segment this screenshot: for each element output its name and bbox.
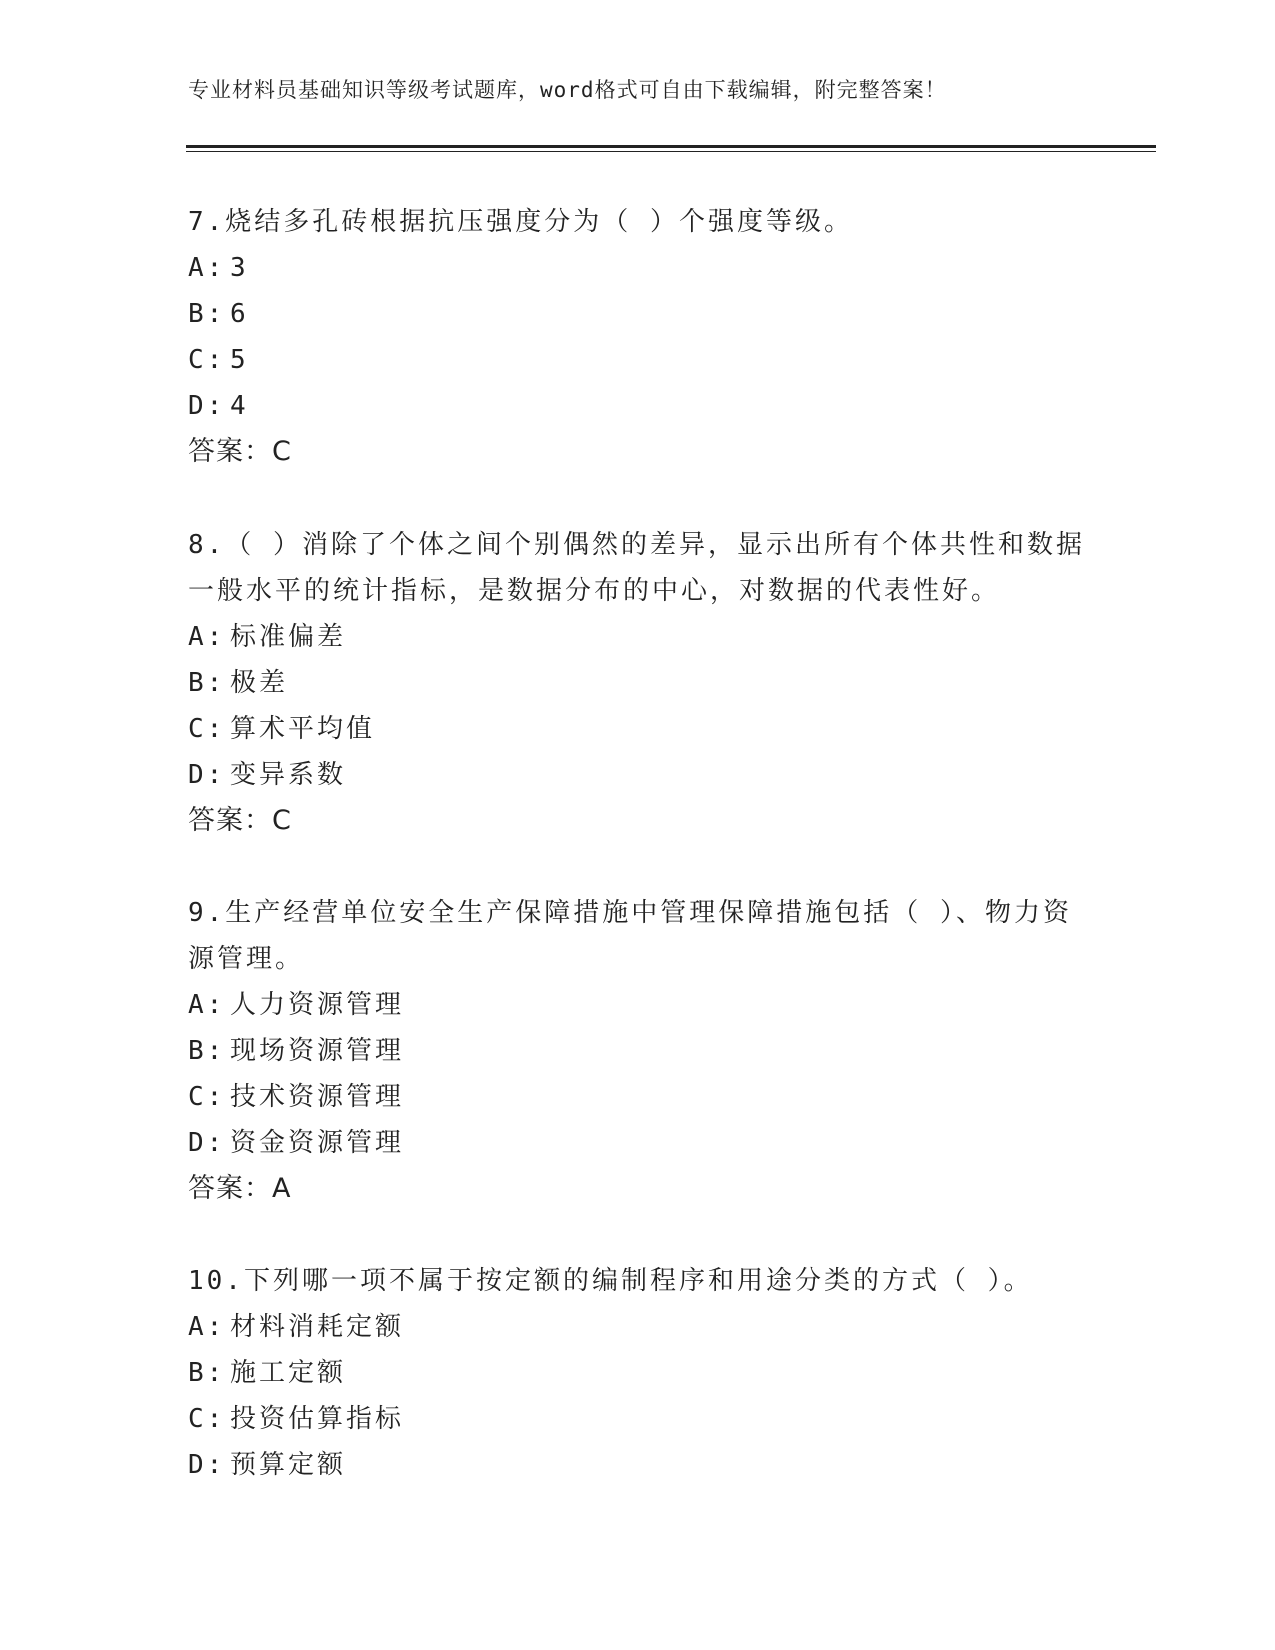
option-key: C: (188, 1082, 226, 1112)
option-key: A: (188, 253, 226, 283)
option-text: 6 (230, 299, 249, 329)
option-b (188, 660, 1088, 706)
option-text: 现场资源管理 (230, 1036, 405, 1066)
option-c (188, 337, 1088, 383)
option-key: D: (188, 391, 226, 421)
option-a (188, 1304, 1088, 1350)
option-text: 资金资源管理 (230, 1128, 405, 1158)
option-text: 标准偏差 (230, 622, 347, 652)
question-10 (188, 1258, 1088, 1488)
option-text: 人力资源管理 (230, 990, 405, 1020)
option-text: 3 (230, 253, 249, 283)
option-b (188, 1350, 1088, 1396)
option-key: C: (188, 1404, 226, 1434)
option-text: 材料消耗定额 (230, 1312, 405, 1342)
option-a (188, 614, 1088, 660)
option-d (188, 752, 1088, 798)
option-c (188, 1396, 1088, 1442)
option-a (188, 982, 1088, 1028)
document-header: 专业材料员基础知识等级考试题库，word格式可自由下载编辑，附完整答案！ (188, 78, 947, 102)
option-text: 投资估算指标 (230, 1404, 405, 1434)
option-d (188, 383, 1088, 429)
option-key: A: (188, 1312, 226, 1342)
option-key: B: (188, 1358, 226, 1388)
option-key: D: (188, 760, 226, 790)
option-c (188, 1074, 1088, 1120)
option-key: A: (188, 990, 226, 1020)
question-8 (188, 522, 1088, 844)
answer: 答案：A (188, 1173, 292, 1204)
option-d (188, 1442, 1088, 1488)
question-stem: 10.下列哪一项不属于按定额的编制程序和用途分类的方式（ ）。 (188, 1266, 1033, 1296)
question-stem: 7.烧结多孔砖根据抗压强度分为（ ）个强度等级。 (188, 207, 853, 237)
option-text: 算术平均值 (230, 714, 376, 744)
option-key: D: (188, 1128, 226, 1158)
question-stem: 8.（ ）消除了个体之间个别偶然的差异，显示出所有个体共性和数据一般水平的统计指标，是数据分布的中心，对数据的代表性好。 (188, 530, 1085, 606)
question-9 (188, 890, 1088, 1212)
option-key: C: (188, 714, 226, 744)
option-b (188, 1028, 1088, 1074)
header-rule-thin (186, 151, 1156, 152)
option-key: B: (188, 1036, 226, 1066)
option-d (188, 1120, 1088, 1166)
question-stem: 9.生产经营单位安全生产保障措施中管理保障措施包括（ ）、物力资源管理。 (188, 898, 1072, 974)
option-text: 预算定额 (230, 1450, 347, 1480)
answer: 答案：C (188, 805, 292, 836)
option-key: C: (188, 345, 226, 375)
option-c (188, 706, 1088, 752)
option-key: D: (188, 1450, 226, 1480)
option-text: 5 (230, 345, 249, 375)
option-text: 4 (230, 391, 249, 421)
option-a (188, 245, 1088, 291)
option-text: 变异系数 (230, 760, 347, 790)
question-7 (188, 199, 1088, 475)
option-key: A: (188, 622, 226, 652)
option-text: 技术资源管理 (230, 1082, 405, 1112)
option-text: 施工定额 (230, 1358, 347, 1388)
option-b (188, 291, 1088, 337)
option-key: B: (188, 668, 226, 698)
option-key: B: (188, 299, 226, 329)
option-text: 极差 (230, 668, 289, 698)
answer: 答案：C (188, 436, 292, 467)
header-rule-thick (186, 145, 1156, 148)
